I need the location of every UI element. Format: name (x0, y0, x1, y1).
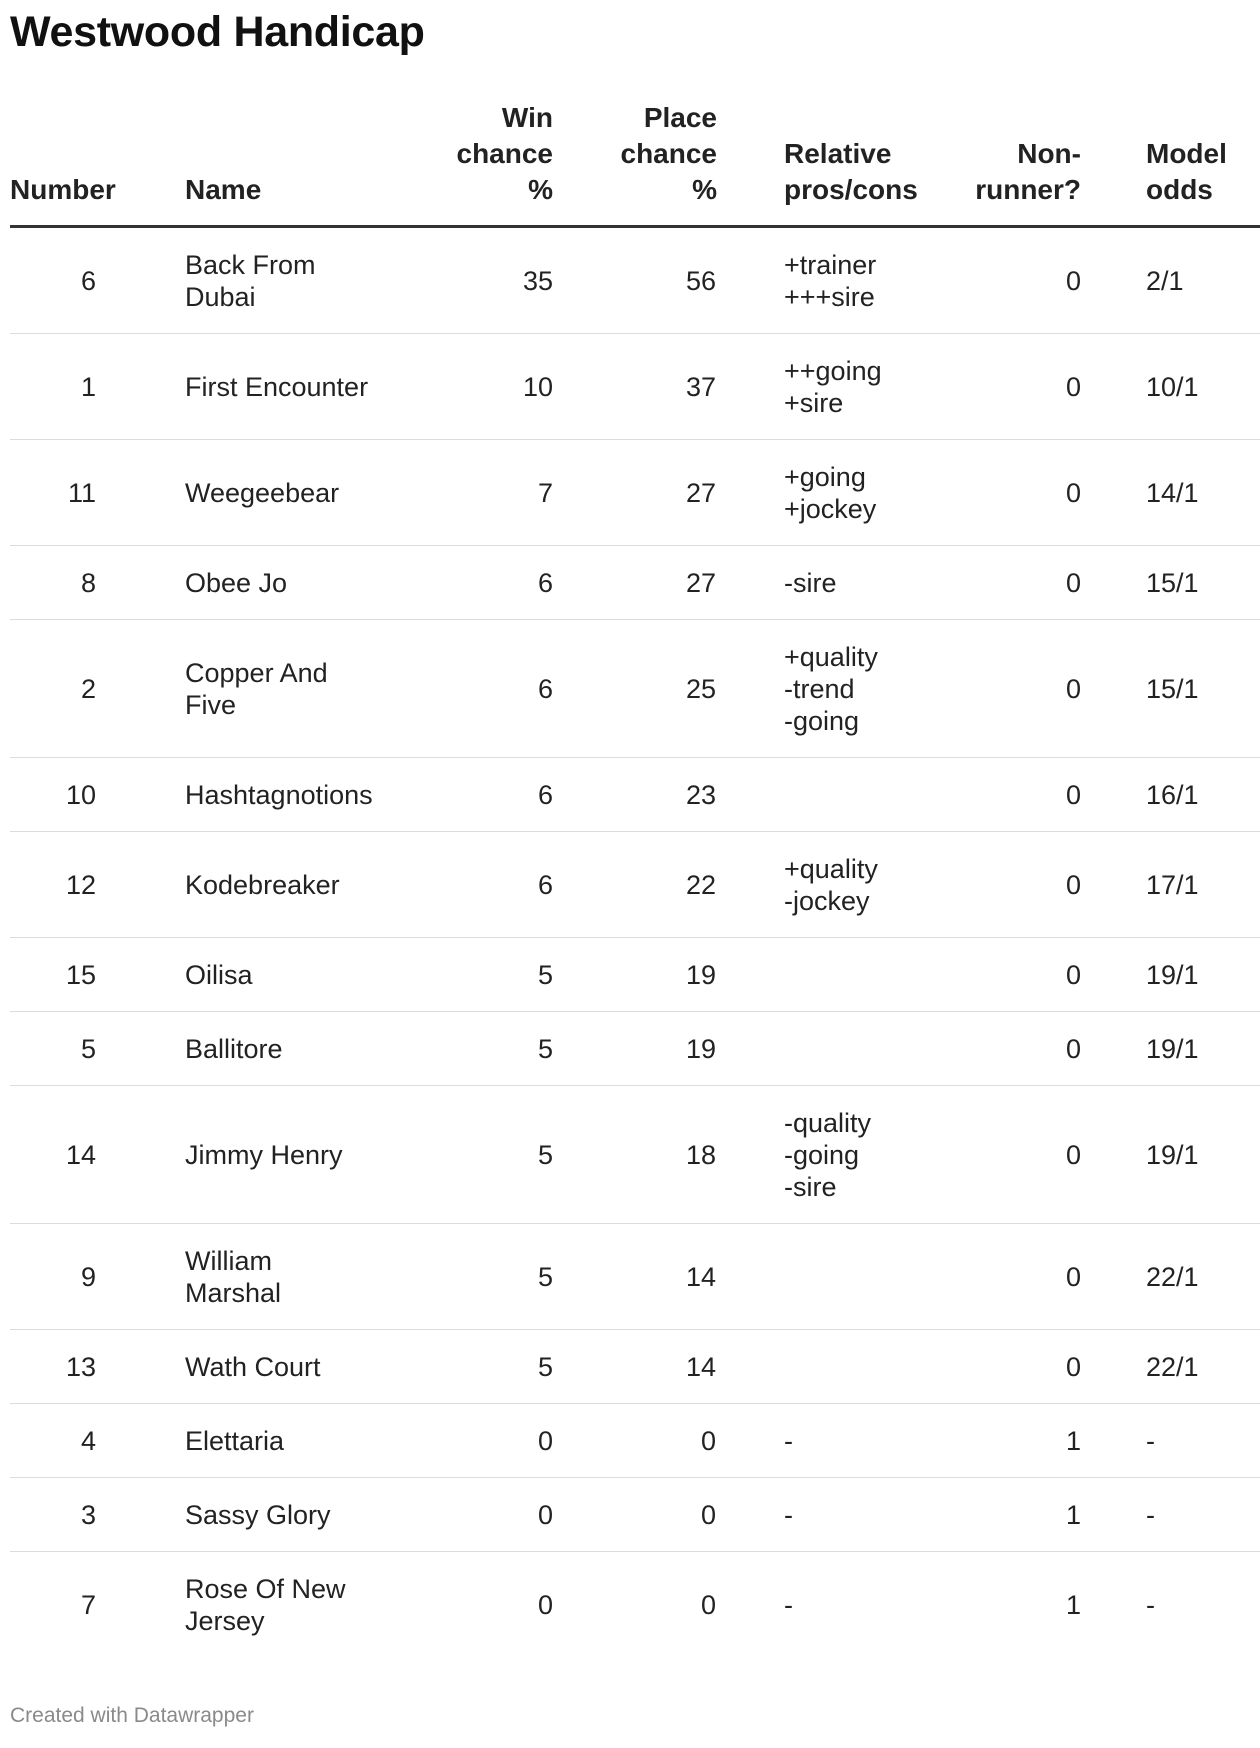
cell-number: 14 (10, 1086, 130, 1224)
cell-name: First Encounter (130, 334, 385, 440)
table-row (10, 1086, 1260, 1224)
cell-relative-pros-cons: +trainer +++sire (717, 227, 928, 334)
cell-name: Obee Jo (130, 546, 385, 620)
cell-relative-pros-cons: - (784, 1589, 793, 1620)
table-row (10, 1224, 1260, 1330)
cell-win-chance: 5 (385, 1224, 553, 1330)
cell-place-chance: 23 (553, 758, 717, 832)
cell-name: Back From Dubai (130, 227, 385, 334)
cell-model-odds: 2/1 (1081, 227, 1260, 334)
cell-number: 12 (10, 832, 130, 938)
cell-win-chance: 5 (385, 1086, 553, 1224)
cell-relative-pros-cons: - (717, 1404, 928, 1478)
cell-place-chance: 22 (553, 832, 717, 938)
cell-place-chance: 18 (553, 1086, 717, 1224)
cell-place-chance: 14 (553, 1224, 717, 1330)
cell-model-odds: 15/1 (1081, 546, 1260, 620)
cell-relative-pros-cons: +quality -jockey (717, 832, 928, 938)
cell-non-runner: 0 (928, 620, 1081, 758)
cell-place-chance: 56 (553, 227, 717, 334)
cell-model-odds: - (1081, 1404, 1260, 1478)
table-row (10, 832, 1260, 938)
cell-non-runner: 0 (928, 334, 1081, 440)
cell-win-chance: 5 (385, 1330, 553, 1404)
cell-number: 11 (10, 440, 130, 546)
cell-number: 15 (10, 938, 130, 1012)
cell-non-runner: 0 (928, 440, 1081, 546)
cell-number: 4 (10, 1404, 130, 1478)
cell-number: 6 (10, 227, 130, 334)
cell-name: Sassy Glory (130, 1478, 385, 1552)
cell-model-odds: - (1081, 1478, 1260, 1552)
cell-name: Ballitore (130, 1012, 385, 1086)
cell-place-chance: 37 (553, 334, 717, 440)
cell-win-chance: 0 (537, 1589, 553, 1620)
cell-number: 8 (10, 546, 130, 620)
cell-number: 3 (10, 1478, 130, 1552)
cell-place-chance: 27 (553, 546, 717, 620)
table-row (10, 938, 1260, 1012)
cell-place-chance: 19 (553, 938, 717, 1012)
cell-name: Elettaria (130, 1404, 385, 1478)
table-row (10, 620, 1260, 758)
column-header-name[interactable]: Name (130, 100, 385, 227)
cell-win-chance: 6 (385, 758, 553, 832)
cell-model-odds: 22/1 (1081, 1224, 1260, 1330)
cell-model-odds: 17/1 (1081, 832, 1260, 938)
cell-win-chance: 0 (385, 1478, 553, 1552)
cell-model-odds: 10/1 (1081, 334, 1260, 440)
cell-win-chance: 7 (385, 440, 553, 546)
cell-relative-pros-cons (717, 1012, 928, 1086)
cell-place-chance: 25 (553, 620, 717, 758)
cell-name: Wath Court (130, 1330, 385, 1404)
table-body (10, 227, 1260, 1658)
cell-number: 13 (10, 1330, 130, 1404)
cell-number: 7 (80, 1589, 96, 1620)
cell-model-odds: 14/1 (1081, 440, 1260, 546)
table-row (10, 758, 1260, 832)
cell-model-odds: 22/1 (1081, 1330, 1260, 1404)
cell-name: Copper And Five (130, 620, 385, 758)
cell-non-runner: 0 (928, 546, 1081, 620)
table-row (10, 334, 1260, 440)
table-row (10, 440, 1260, 546)
table-row (10, 1012, 1260, 1086)
table-header (10, 100, 1260, 227)
cell-model-odds: 15/1 (1081, 620, 1260, 758)
cell-name: Kodebreaker (130, 832, 385, 938)
cell-relative-pros-cons: ++going +sire (717, 334, 928, 440)
cell-relative-pros-cons: -sire (717, 546, 928, 620)
cell-place-chance: 0 (553, 1404, 717, 1478)
cell-relative-pros-cons: - (717, 1478, 928, 1552)
cell-non-runner: 0 (928, 227, 1081, 334)
cell-non-runner: 0 (928, 832, 1081, 938)
table-row (10, 1404, 1260, 1478)
cell-name: Jimmy Henry (130, 1086, 385, 1224)
cell-win-chance: 6 (385, 832, 553, 938)
cell-win-chance: 10 (385, 334, 553, 440)
cell-win-chance: 6 (385, 620, 553, 758)
table-row (10, 1478, 1260, 1552)
header-row (10, 100, 1260, 227)
column-header-non-runner[interactable]: Non- runner? (928, 100, 1081, 227)
results-table (10, 100, 1260, 1657)
cell-place-chance: 19 (553, 1012, 717, 1086)
cell-win-chance: 5 (385, 1012, 553, 1086)
column-header-relative-pros-cons[interactable]: Relative pros/cons (717, 100, 928, 227)
column-header-win-chance[interactable]: Win chance % (385, 100, 553, 227)
cell-model-odds: 19/1 (1081, 1086, 1260, 1224)
cell-number: 10 (10, 758, 130, 832)
cell-number: 9 (10, 1224, 130, 1330)
cell-win-chance: 0 (385, 1404, 553, 1478)
cell-name: Oilisa (130, 938, 385, 1012)
cell-model-odds: 16/1 (1081, 758, 1260, 832)
cell-non-runner: 0 (928, 1012, 1081, 1086)
table-row (10, 227, 1260, 334)
page-title: Westwood Handicap (10, 8, 425, 56)
cell-name: Weegeebear (130, 440, 385, 546)
cell-non-runner: 1 (928, 1404, 1081, 1478)
table-row (10, 546, 1260, 620)
cell-relative-pros-cons (717, 1224, 928, 1330)
cell-model-odds: 19/1 (1081, 938, 1260, 1012)
results-table-container (10, 100, 1227, 1660)
cell-name: William Marshal (130, 1224, 385, 1330)
cell-relative-pros-cons: +going +jockey (717, 440, 928, 546)
cell-non-runner: 0 (928, 1330, 1081, 1404)
cell-relative-pros-cons: +quality -trend -going (717, 620, 928, 758)
cell-model-odds: - (1146, 1589, 1155, 1620)
cell-relative-pros-cons (717, 938, 928, 1012)
column-header-number[interactable]: Number (10, 100, 130, 227)
column-header-place-chance[interactable]: Place chance % (553, 100, 717, 227)
cell-non-runner: 0 (928, 1086, 1081, 1224)
cell-non-runner: 0 (928, 1224, 1081, 1330)
cell-non-runner: 0 (928, 758, 1081, 832)
cell-model-odds: 19/1 (1081, 1012, 1260, 1086)
datawrapper-credit: Created with Datawrapper (10, 1704, 254, 1727)
cell-non-runner: 1 (1065, 1589, 1081, 1620)
cell-number: 1 (10, 334, 130, 440)
cell-relative-pros-cons: -quality -going -sire (717, 1086, 928, 1224)
cell-place-chance: 14 (553, 1330, 717, 1404)
cell-place-chance: 0 (553, 1478, 717, 1552)
cell-win-chance: 6 (385, 546, 553, 620)
cell-name: Hashtagnotions (130, 758, 385, 832)
column-header-model-odds[interactable]: Model odds (1081, 100, 1260, 227)
table-row (10, 1330, 1260, 1404)
cell-number: 5 (10, 1012, 130, 1086)
cell-non-runner: 1 (928, 1478, 1081, 1552)
cell-win-chance: 5 (385, 938, 553, 1012)
cell-place-chance: 0 (700, 1589, 716, 1620)
cell-relative-pros-cons (717, 1330, 928, 1404)
cell-number: 2 (10, 620, 130, 758)
table-row (10, 1552, 1260, 1658)
cell-non-runner: 0 (928, 938, 1081, 1012)
cell-relative-pros-cons (717, 758, 928, 832)
cell-place-chance: 27 (553, 440, 717, 546)
cell-win-chance: 35 (385, 227, 553, 334)
cell-name: Rose Of New Jersey (185, 1573, 346, 1636)
